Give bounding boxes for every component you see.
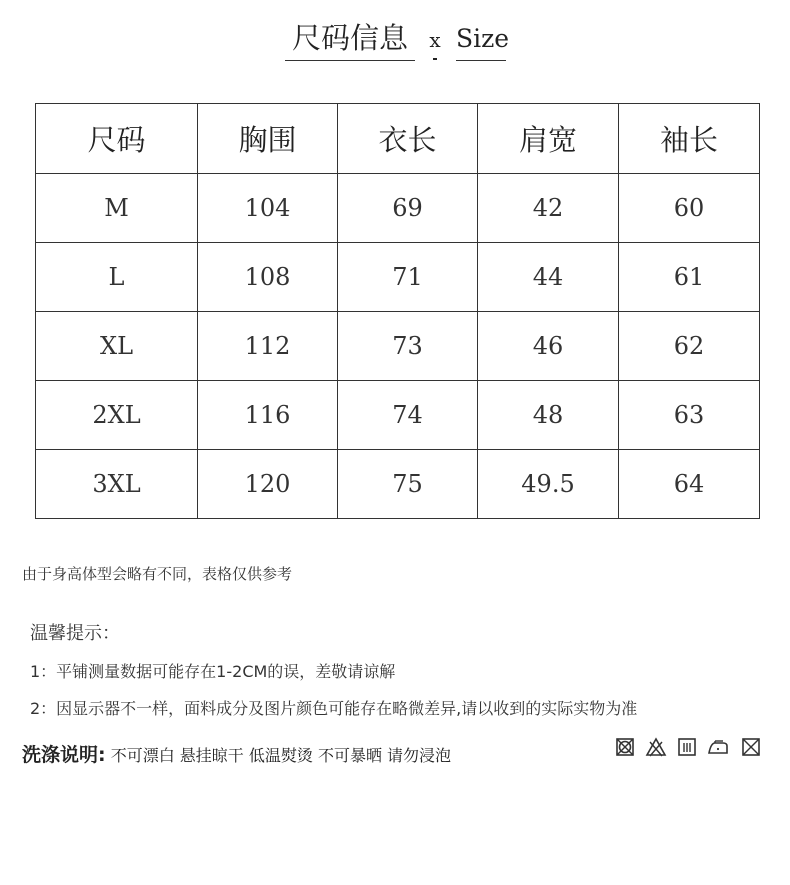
do-not-wash-icon — [739, 735, 763, 759]
title-english: Size — [456, 22, 506, 61]
tips-title: 温馨提示： — [30, 623, 120, 644]
column-header-chest: 胸围 — [198, 104, 338, 174]
table-row — [36, 312, 760, 381]
column-header-sleeve: 袖长 — [619, 104, 760, 174]
size-disclaimer: 由于身高体型会略有不同，表格仅供参考 — [22, 565, 293, 583]
table-cell-size: XL — [36, 312, 198, 381]
table-cell-size: M — [36, 174, 198, 243]
table-cell-shoulder: 46 — [478, 312, 619, 381]
column-header-length: 衣长 — [338, 104, 478, 174]
column-header-shoulder: 肩宽 — [478, 104, 619, 174]
table-cell-shoulder: 44 — [478, 243, 619, 312]
table-cell-sleeve: 62 — [619, 312, 760, 381]
table-cell-shoulder: 48 — [478, 381, 619, 450]
title-chinese: 尺码信息 — [285, 18, 415, 61]
table-cell-size: 2XL — [36, 381, 198, 450]
table-cell-sleeve: 60 — [619, 174, 760, 243]
table-row — [36, 450, 760, 519]
table-cell-length: 75 — [338, 450, 478, 519]
size-header — [0, 18, 790, 68]
table-cell-shoulder: 42 — [478, 174, 619, 243]
table-cell-size: 3XL — [36, 450, 198, 519]
table-cell-sleeve: 64 — [619, 450, 760, 519]
low-iron-icon — [706, 735, 730, 759]
column-header-size: 尺码 — [36, 104, 198, 174]
do-not-bleach-icon — [644, 735, 668, 759]
wash-label: 洗涤说明: — [22, 744, 106, 766]
wash-instructions — [22, 740, 451, 767]
tip-item: 1：平铺测量数据可能存在1-2CM的误，差敬请谅解 — [30, 662, 396, 681]
wash-text: 不可漂白 悬挂晾干 低温熨烫 不可暴晒 请勿浸泡 — [105, 746, 452, 765]
table-cell-length: 69 — [338, 174, 478, 243]
table-row — [36, 174, 760, 243]
table-cell-length: 74 — [338, 381, 478, 450]
table-cell-chest: 112 — [198, 312, 338, 381]
table-row — [36, 243, 760, 312]
do-not-tumble-dry-icon — [613, 735, 637, 759]
size-table — [35, 103, 760, 519]
table-cell-length: 71 — [338, 243, 478, 312]
table-cell-sleeve: 61 — [619, 243, 760, 312]
hang-dry-icon — [675, 735, 699, 759]
table-row — [36, 381, 760, 450]
tip-item: 2：因显示器不一样，面料成分及图片颜色可能存在略微差异,请以收到的实际实物为准 — [30, 699, 638, 718]
table-cell-sleeve: 63 — [619, 381, 760, 450]
table-cell-shoulder: 49.5 — [478, 450, 619, 519]
table-cell-chest: 108 — [198, 243, 338, 312]
table-header-row — [36, 104, 760, 174]
table-cell-chest: 120 — [198, 450, 338, 519]
table-cell-chest: 116 — [198, 381, 338, 450]
table-cell-size: L — [36, 243, 198, 312]
table-cell-length: 73 — [338, 312, 478, 381]
table-cell-chest: 104 — [198, 174, 338, 243]
title-separator: x — [429, 28, 441, 52]
